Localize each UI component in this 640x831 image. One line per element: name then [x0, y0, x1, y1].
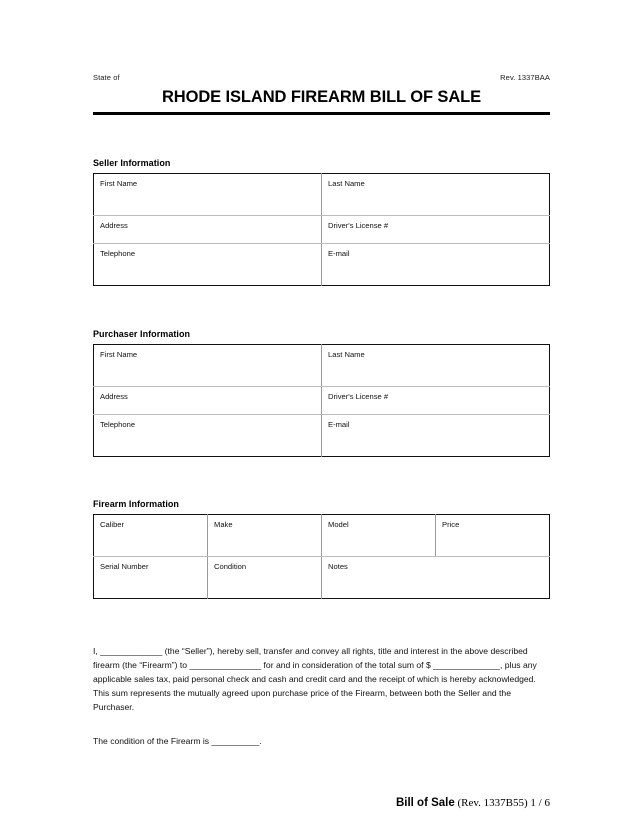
section-heading-firearm: Firearm Information: [93, 499, 179, 509]
page-footer: [93, 793, 550, 811]
field-label-drivers-license[interactable]: Driver's License #: [322, 216, 550, 244]
document-header: [93, 74, 550, 82]
field-label-price[interactable]: Price: [436, 515, 550, 557]
seller-information-table: [93, 173, 550, 286]
field-label-first-name[interactable]: First Name: [94, 345, 322, 387]
field-label-model[interactable]: Model: [322, 515, 436, 557]
field-label-drivers-license[interactable]: Driver's License #: [322, 387, 550, 415]
header-revision-code: Rev. 1337BAA: [500, 73, 550, 82]
table-row: [94, 174, 550, 216]
section-firearm-information: [93, 499, 550, 599]
table-row: [94, 345, 550, 387]
section-seller-information: [93, 158, 550, 286]
state-of-label: State of: [93, 73, 120, 82]
field-label-last-name[interactable]: Last Name: [322, 174, 550, 216]
title-divider: [93, 112, 550, 115]
section-heading-seller: Seller Information: [93, 158, 171, 168]
field-label-first-name[interactable]: First Name: [94, 174, 322, 216]
agreement-paragraph: I, _____________ (the “Seller”), hereby sell, transfer and convey all rights, title and interest in the above described firearm (the “Firearm”) to _______________ for and in consideration of the total sum of $ ______________, plus any applicable sales tax, paid personal check and cash and credit card and the receipt of which is hereby acknowledged. This sum represents the mutually agreed upon purchase price of the Firearm, between both the Seller and the Purchaser.: [93, 646, 537, 712]
field-label-email[interactable]: E-mail: [328, 249, 350, 258]
page-title: RHODE ISLAND FIREARM BILL OF SALE: [161, 88, 482, 106]
firearm-information-table: [93, 514, 550, 599]
field-label-last-name[interactable]: Last Name: [322, 345, 550, 387]
field-label-telephone[interactable]: Telephone: [94, 244, 322, 286]
field-label-address[interactable]: Address: [94, 387, 322, 415]
footer-document-title: Bill of Sale: [395, 797, 455, 809]
condition-paragraph: The condition of the Firearm is __________.: [93, 736, 262, 746]
field-label-caliber[interactable]: Caliber: [94, 515, 208, 557]
purchaser-information-table: [93, 344, 550, 457]
table-row: [94, 387, 550, 415]
table-row: [94, 515, 550, 557]
field-label-serial-number[interactable]: Serial Number: [94, 557, 208, 599]
table-row: [94, 216, 550, 244]
field-label-email[interactable]: E-mail: [328, 420, 350, 429]
table-row: [94, 244, 550, 286]
footer-revision-and-page: (Rev. 1337B55) 1 / 6: [454, 797, 550, 809]
field-label-make[interactable]: Make: [208, 515, 322, 557]
section-purchaser-information: [93, 329, 550, 457]
table-row: [94, 557, 550, 599]
section-heading-purchaser: Purchaser Information: [93, 329, 191, 339]
field-label-address[interactable]: Address: [94, 216, 322, 244]
table-row: [94, 415, 550, 457]
field-label-condition[interactable]: Condition: [208, 557, 322, 599]
field-label-notes[interactable]: Notes: [328, 562, 348, 571]
field-label-telephone[interactable]: Telephone: [94, 415, 322, 457]
